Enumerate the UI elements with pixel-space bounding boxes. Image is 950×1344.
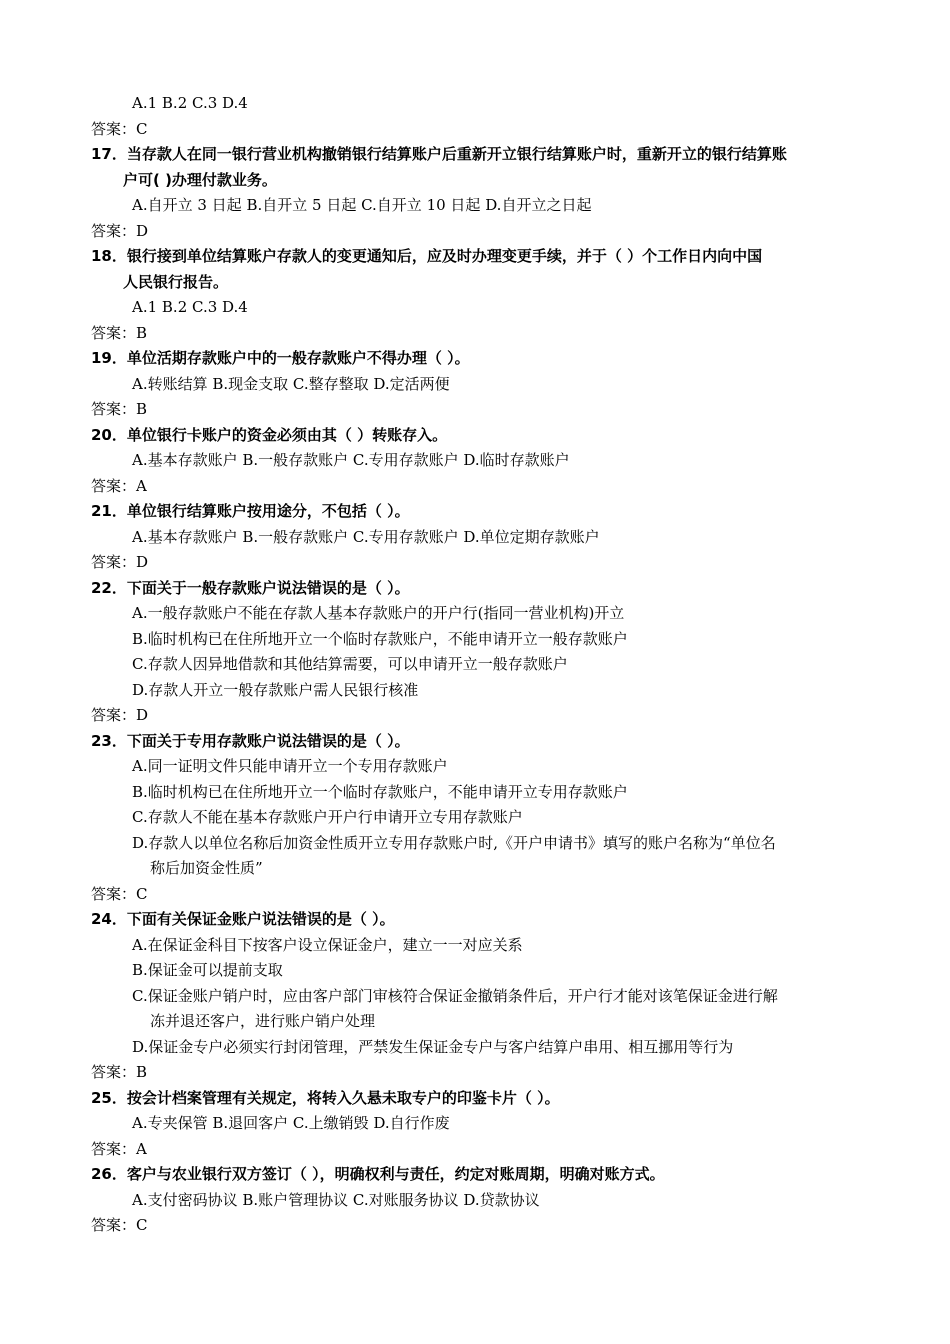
option-line: A.同一证明文件只能申请开立一个专用存款账户 <box>132 757 448 775</box>
option-line: A.一般存款账户不能在存款人基本存款账户的开户行(指同一营业机构)开立 <box>132 604 625 622</box>
answer-line: 答案：B <box>91 1063 148 1081</box>
option-line: B.临时机构已在住所地开立一个临时存款账户，不能申请开立专用存款账户 <box>132 782 628 801</box>
question-text: 17．当存款人在同一银行营业机构撤销银行结算账户后重新开立银行结算账户时，重新开立的银行结算账 <box>91 145 787 163</box>
option-line: C.存款人不能在基本存款账户开户行申请开立专用存款账户 <box>132 808 523 826</box>
answer-line: 答案：D <box>91 221 149 240</box>
option-line: D.存款人以单位名称后加资金性质开立专用存款账户时,《开户申请书》填写的账户名称为“单位名 <box>132 833 776 852</box>
question-text: 24．下面有关保证金账户说法错误的是（ ）。 <box>91 910 395 928</box>
question-text-continued: 人民银行报告。 <box>123 272 229 291</box>
option-line: D.存款人开立一般存款账户需人民银行核准 <box>132 680 419 699</box>
answer-line: 答案：B <box>91 400 148 418</box>
option-line: D.保证金专户必须实行封闭管理，严禁发生保证金专户与客户结算户串用、相互挪用等行为 <box>132 1037 734 1056</box>
option-line: C.保证金账户销户时，应由客户部门审核符合保证金撤销条件后，开户行才能对该笔保证金进行解 <box>132 986 778 1005</box>
option-line: A.在保证金科目下按客户设立保证金户，建立一一对应关系 <box>132 935 523 954</box>
option-line: A.基本存款账户 B.一般存款账户 C.专用存款账户 D.单位定期存款账户 <box>132 527 600 546</box>
option-line: A.1 B.2 C.3 D.4 <box>132 94 248 112</box>
answer-line: 答案：C <box>91 119 148 138</box>
answer-line: 答案：D <box>91 553 149 571</box>
option-line: B.临时机构已在住所地开立一个临时存款账户，不能申请开立一般存款账户 <box>132 629 628 648</box>
option-line: A.1 B.2 C.3 D.4 <box>132 298 248 316</box>
option-line: A.支付密码协议 B.账户管理协议 C.对账服务协议 D.贷款协议 <box>132 1190 540 1209</box>
option-line: B.保证金可以提前支取 <box>132 961 283 979</box>
question-text: 18．银行接到单位结算账户存款人的变更通知后，应及时办理变更手续，并于（ ）个工作日内向中国 <box>91 247 763 265</box>
question-text: 22．下面关于一般存款账户说法错误的是（ ）。 <box>91 578 410 597</box>
answer-line: 答案：A <box>91 1139 147 1158</box>
answer-line: 答案：A <box>91 476 147 495</box>
question-text-continued: 户可( )办理付款业务。 <box>123 170 277 189</box>
document-page <box>0 91 950 1239</box>
option-line: A.专夹保管 B.退回客户 C.上缴销毁 D.自行作废 <box>132 1114 450 1132</box>
question-text: 26．客户与农业银行双方签订（ ），明确权利与责任，约定对账周期，明确对账方式。 <box>91 1165 665 1183</box>
answer-line: 答案：C <box>91 884 148 903</box>
option-line: A.自开立 3 日起 B.自开立 5 日起 C.自开立 10 日起 D.自开立之日起 <box>132 196 592 214</box>
answer-line: 答案：D <box>91 706 149 724</box>
option-line: A.转账结算 B.现金支取 C.整存整取 D.定活两便 <box>132 374 450 393</box>
answer-line: 答案：C <box>91 1216 148 1234</box>
question-text: 19．单位活期存款账户中的一般存款账户不得办理（ ）。 <box>91 349 470 367</box>
question-text: 21．单位银行结算账户按用途分，不包括（ ）。 <box>91 502 410 520</box>
option-line: A.基本存款账户 B.一般存款账户 C.专用存款账户 D.临时存款账户 <box>132 451 570 469</box>
question-text: 25．按会计档案管理有关规定，将转入久悬未取专户的印鉴卡片（ ）。 <box>91 1088 560 1107</box>
question-text: 23．下面关于专用存款账户说法错误的是（ ）。 <box>91 731 410 750</box>
answer-line: 答案：B <box>91 323 148 342</box>
option-line: C.存款人因异地借款和其他结算需要，可以申请开立一般存款账户 <box>132 655 568 673</box>
option-line-continued: 称后加资金性质” <box>150 859 263 877</box>
option-line-continued: 冻并退还客户，进行账户销户处理 <box>150 1012 376 1030</box>
question-text: 20．单位银行卡账户的资金必须由其（ ）转账存入。 <box>91 425 448 444</box>
